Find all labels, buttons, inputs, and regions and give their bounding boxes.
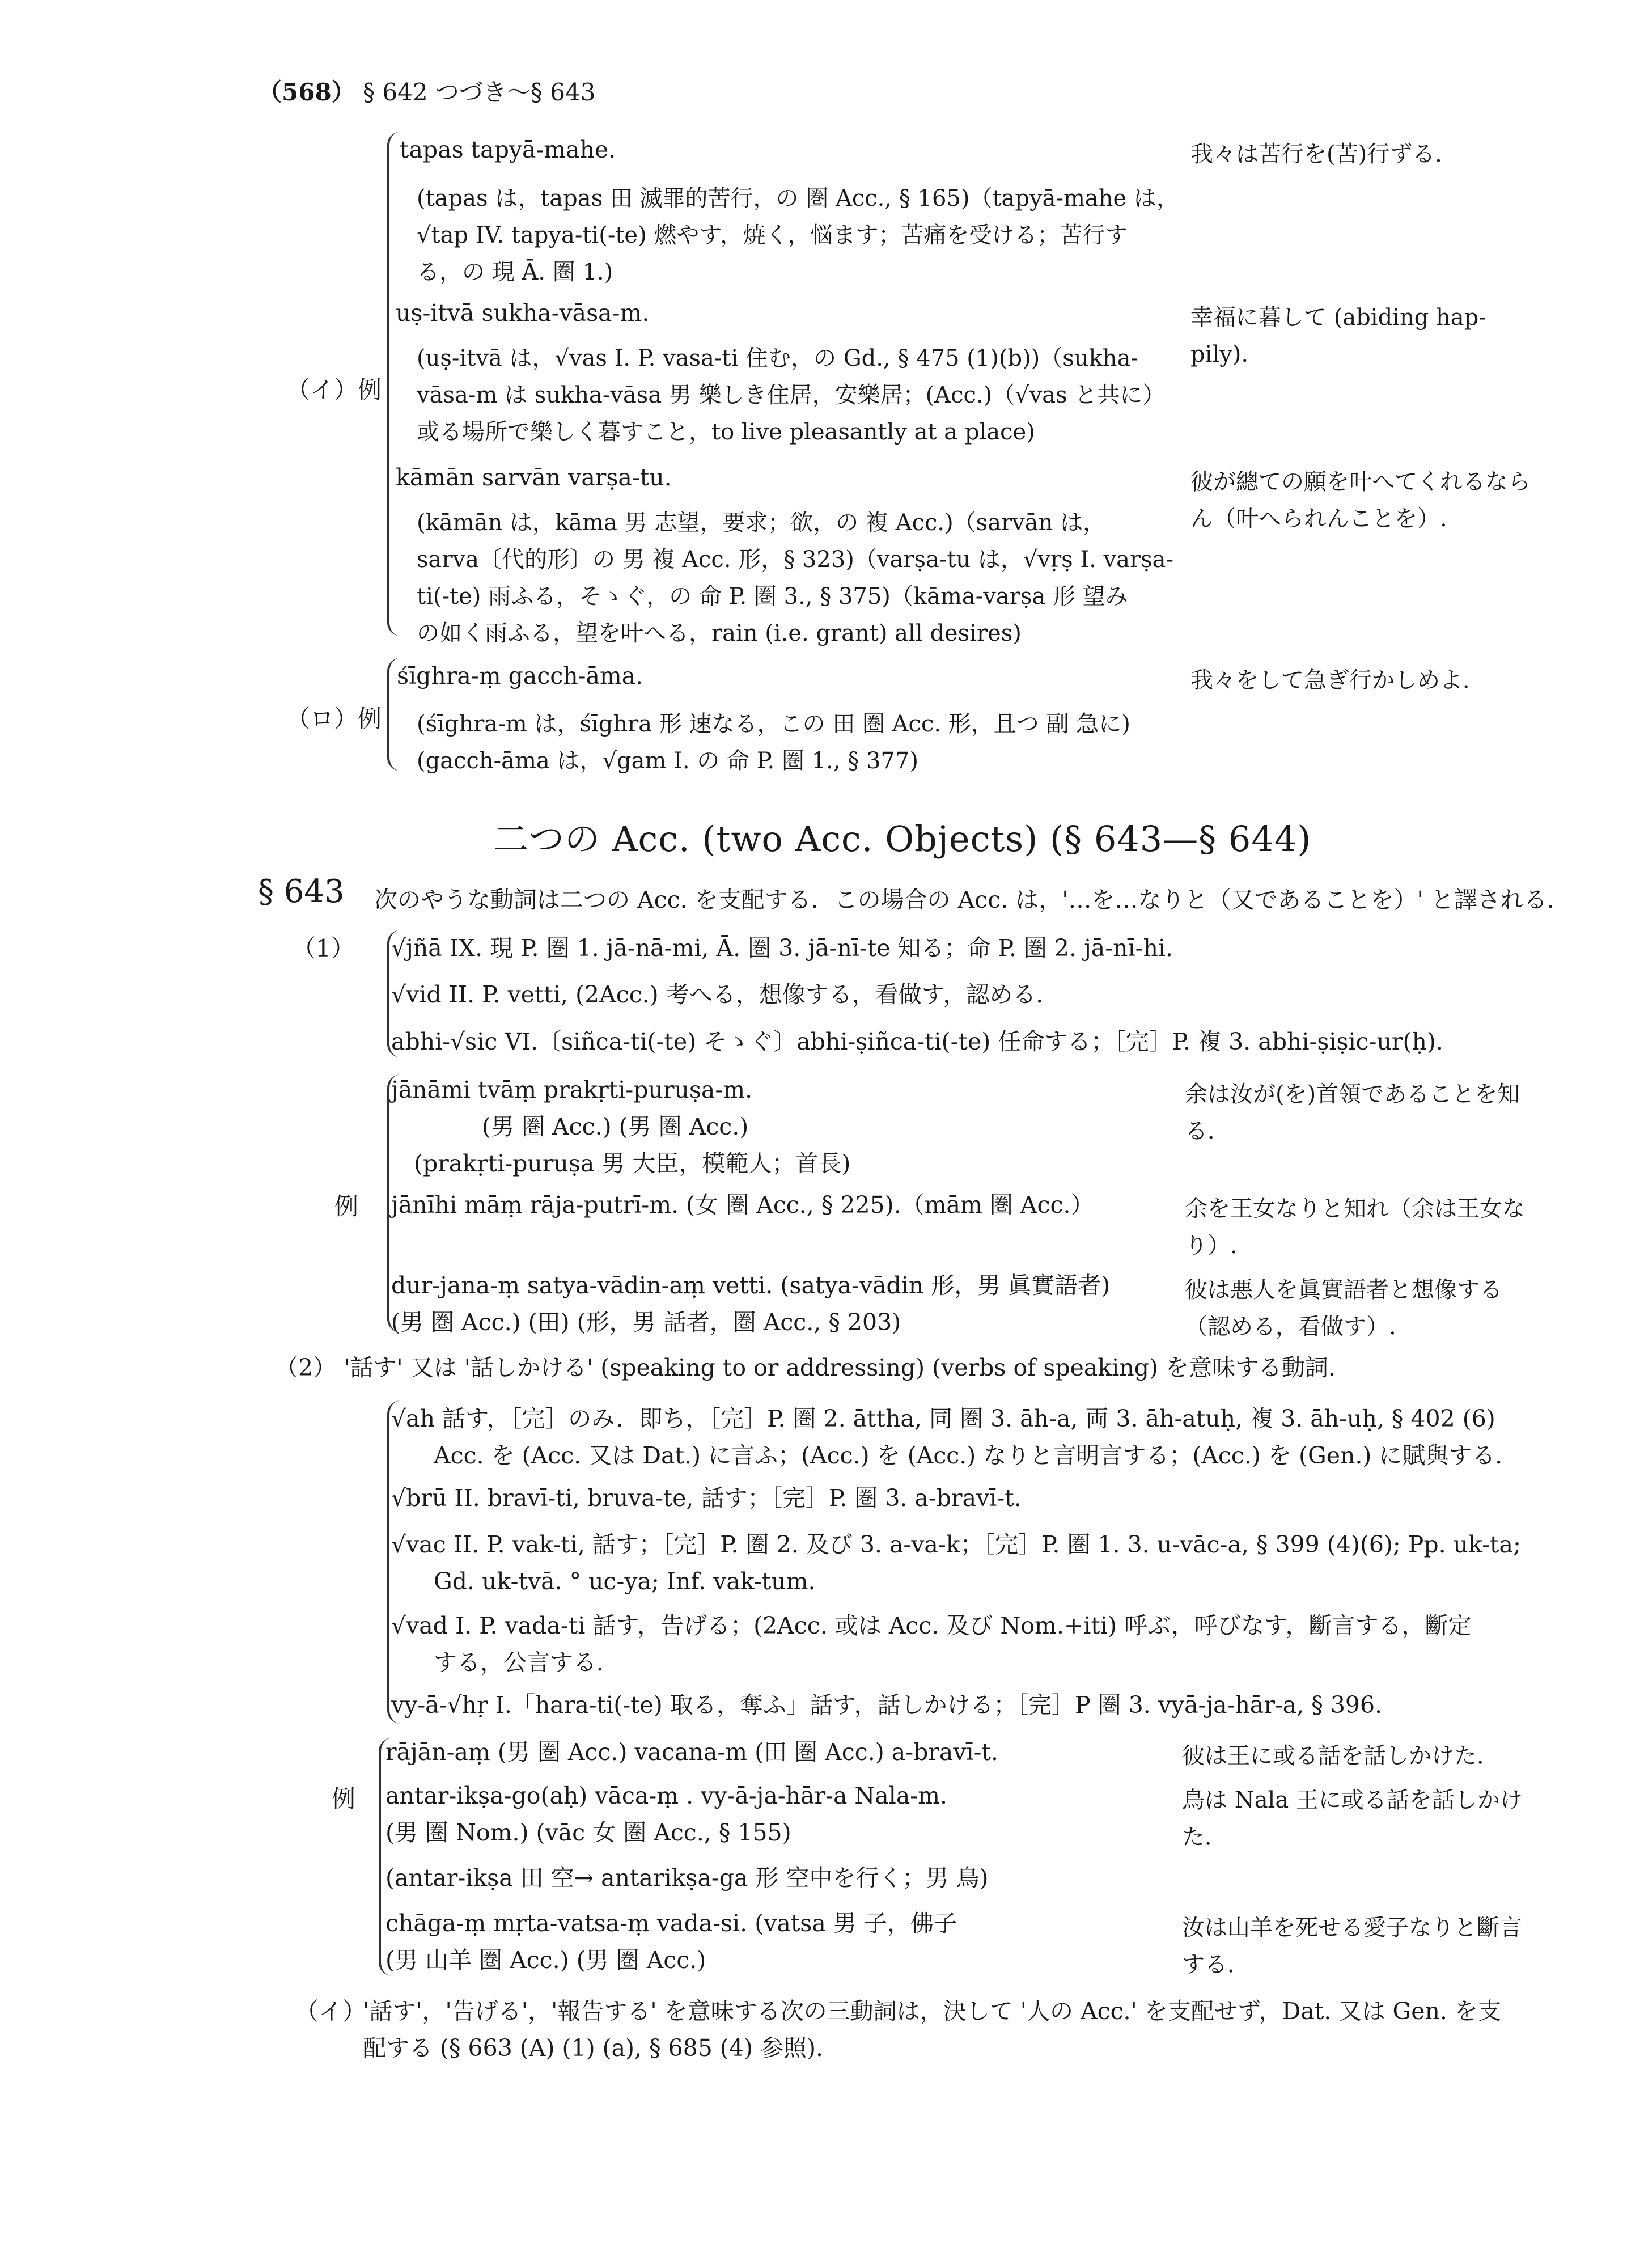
page-header [258,74,595,108]
group-ro-label: （ロ）例 [286,705,382,733]
example-block: chāga-ṃ mṛta-vatsa-ṃ vada-si. (vatsa 男 子，佛子 (男 山羊 圏 Acc.) (男 圏 Acc.) [385,1910,957,1974]
example-sentence: kāmān sarvān varṣa-tu. [396,464,672,491]
example-translation: 我々をして急ぎ行かしめよ． [1190,667,1485,693]
section-title: 二つの Acc. (two Acc. Objects) (§ 643—§ 644) [493,818,1312,860]
verb-entry: √vad I. P. vada-ti 話す，告げる；(2Acc. 或は Acc. 及び Nom.+iti) 呼ぶ，呼びなす，斷言する，斷定 する，公言する． [391,1612,1472,1676]
section-intro: 次のやうな動詞は二つの Acc. を支配する．この場合の Acc. は，'…を…なりと（又であることを）' と譯される． [374,886,1570,913]
list-label: （1） [292,934,355,962]
verb-entry: √vid II. P. vetti, (2Acc.) 考へる，想像する，看做す，認める． [391,981,1060,1008]
example-translation: 彼は王に或る話を話しかけた． [1182,1743,1499,1769]
example-note: (tapas は，tapas 田 滅罪的苦行，の 圏 Acc., § 165)（tapyā-mahe は， √tap IV. tapya-ti(-te) 燃やす，焼く，悩ます；苦痛を受ける；苦行す る，の 現 Ā. 圏 1.) [417,185,1179,285]
example-translation: 余は汝が(を)首領であることを知る． [1185,1081,1520,1144]
verb-entry: vy-ā-√hṛ I.「hara-ti(-te) 取る，奪ふ」話す，話しかける；［完］P 圏 3. vyā-ja-hār-a, § 396. [391,1691,1383,1719]
examples-label: 例 [332,1785,356,1813]
example-block: rājān-aṃ (男 圏 Acc.) vacana-m (田 圏 Acc.) a-bravī-t. [385,1738,998,1766]
example-block: antar-ikṣa-go(aḥ) vāca-ṃ . vy-ā-ja-hār-a Nala-m. (男 圏 Nom.) (vāc 女 圏 Acc., § 155) (antar-ikṣa 田 空→ antarikṣa-ga 形 空中を行く；男 鳥) [385,1782,989,1892]
group-i-label: （イ）例 [286,376,382,404]
example-sentence: tapas tapyā-mahe. [400,136,616,163]
example-block: jānīhi māṃ rāja-putrī-m. (女 圏 Acc., § 225).（mām 圏 Acc.） [391,1191,1094,1218]
example-translation: 彼が總ての願を叶へてくれるならん（叶へられんことを）. [1190,469,1531,532]
example-note: (śīghra-m は，śīghra 形 速なる，この 田 圏 Acc. 形，且つ 副 急に) (gacch-āma は，√gam I. の 命 P. 圏 1., § 377) [417,711,1130,774]
example-sentence: śīghra-ṃ gacch-āma. [397,662,643,689]
page-number: （568） [258,78,355,106]
verb-entry: √ah 話す，［完］のみ．即ち，［完］P. 圏 2. āttha, 同 圏 3. āh-a, 両 3. āh-atuḥ, 複 3. āh-uḥ, § 402 (6) Acc. を (Acc. 又は Dat.) に言ふ；(Acc.) を (Acc.) なりと言明言する；(Acc.) を (Gen.) に賦與する． [391,1405,1519,1469]
group-i-brace [387,132,401,636]
example-translation: 鳥は Nala 王に或る話を話しかけた． [1182,1787,1523,1850]
example-translation: 汝は山羊を死せる愛子なりと斷言する． [1182,1915,1522,1978]
verb-entry: √vac II. P. vak-ti, 話す；［完］P. 圏 2. 及び 3. a-va-k；［完］P. 圏 1. 3. u-vāc-a, § 399 (4)(6); Pp. uk-ta; Gd. uk-tvā. ° uc-ya; Inf. vak-tum. [391,1531,1521,1595]
section-number: § 643 [258,873,345,910]
verb-entry: √jñā IX. 現 P. 圏 1. jā-nā-mi, Ā. 圏 3. jā-nī-te 知る；命 P. 圏 2. jā-nī-hi. [391,934,1173,962]
verb-entry: abhi-√sic VI.〔siñca-ti(-te) そゝぐ〕abhi-ṣiñca-ti(-te) 任命する；［完］P. 複 3. abhi-ṣiṣic-ur(ḥ). [391,1028,1443,1055]
example-block: dur-jana-ṃ satya-vādin-aṃ vetti. (satya-vādin 形，男 眞實語者) (男 圏 Acc.) (田) (形，男 話者，圏 Acc., § 203) [391,1272,1111,1336]
example-translation: 我々は苦行を(苦)行ずる． [1190,141,1458,167]
example-note: (kāmān は，kāma 男 志望，要求；欲，の 複 Acc.)（sarvān は， sarva〔代的形〕の 男 複 Acc. 形，§ 323)（varṣa-tu は，√vṛṣ I. varṣa- ti(-te) 雨ふる，そゝぐ，の 命 P. 圏 3., § 375)（kāma-varṣa 形 望み の如く雨ふる，望を叶へる，rain (i.e. grant) all desires) [417,510,1174,646]
example-translation: 幸福に暮して (abiding happily). [1190,304,1486,367]
example-block: jānāmi tvāṃ prakṛti-puruṣa-m. (男 圏 Acc.) (男 圏 Acc.) (prakṛti-puruṣa 男 大臣，模範人；首長) [391,1076,851,1177]
example-translation: 余を王女なりと知れ（余は王女なり）. [1185,1196,1525,1259]
verb-entry: √brū II. bravī-ti, bruva-te, 話す；［完］P. 圏 3. a-bravī-t. [391,1484,1022,1512]
section-range: § 642 つづき～§ 643 [363,78,596,106]
footnote: '話す'，'告げる'，'報告する' を意味する次の三動詞は，決して '人の Acc.' を支配せず，Dat. 又は Gen. を支 配する (§ 663 (A) (1) (a), § 685 (4) 参照). [363,1998,1501,2062]
footnote-label: （イ） [295,1998,367,2025]
list2-heading: （2） '話す' 又は '話しかける' (speaking to or addressing) (verbs of speaking) を意味する動詞． [275,1354,1351,1381]
examples-label: 例 [334,1192,359,1220]
example-note: (uṣ-itvā は，√vas I. P. vasa-ti 住む，の Gd., § 475 (1)(b))（sukha- vāsa-m は sukha-vāsa 男 樂しき住居，安樂居；(Acc.)（√vas と共に） 或る場所で樂しく暮すこと，to live pleasantly at a place) [417,345,1166,445]
example-translation: 彼は悪人を眞實語者と想像する（認める，看做す）. [1185,1277,1502,1340]
example-sentence: uṣ-itvā sukha-vāsa-m. [396,299,650,327]
